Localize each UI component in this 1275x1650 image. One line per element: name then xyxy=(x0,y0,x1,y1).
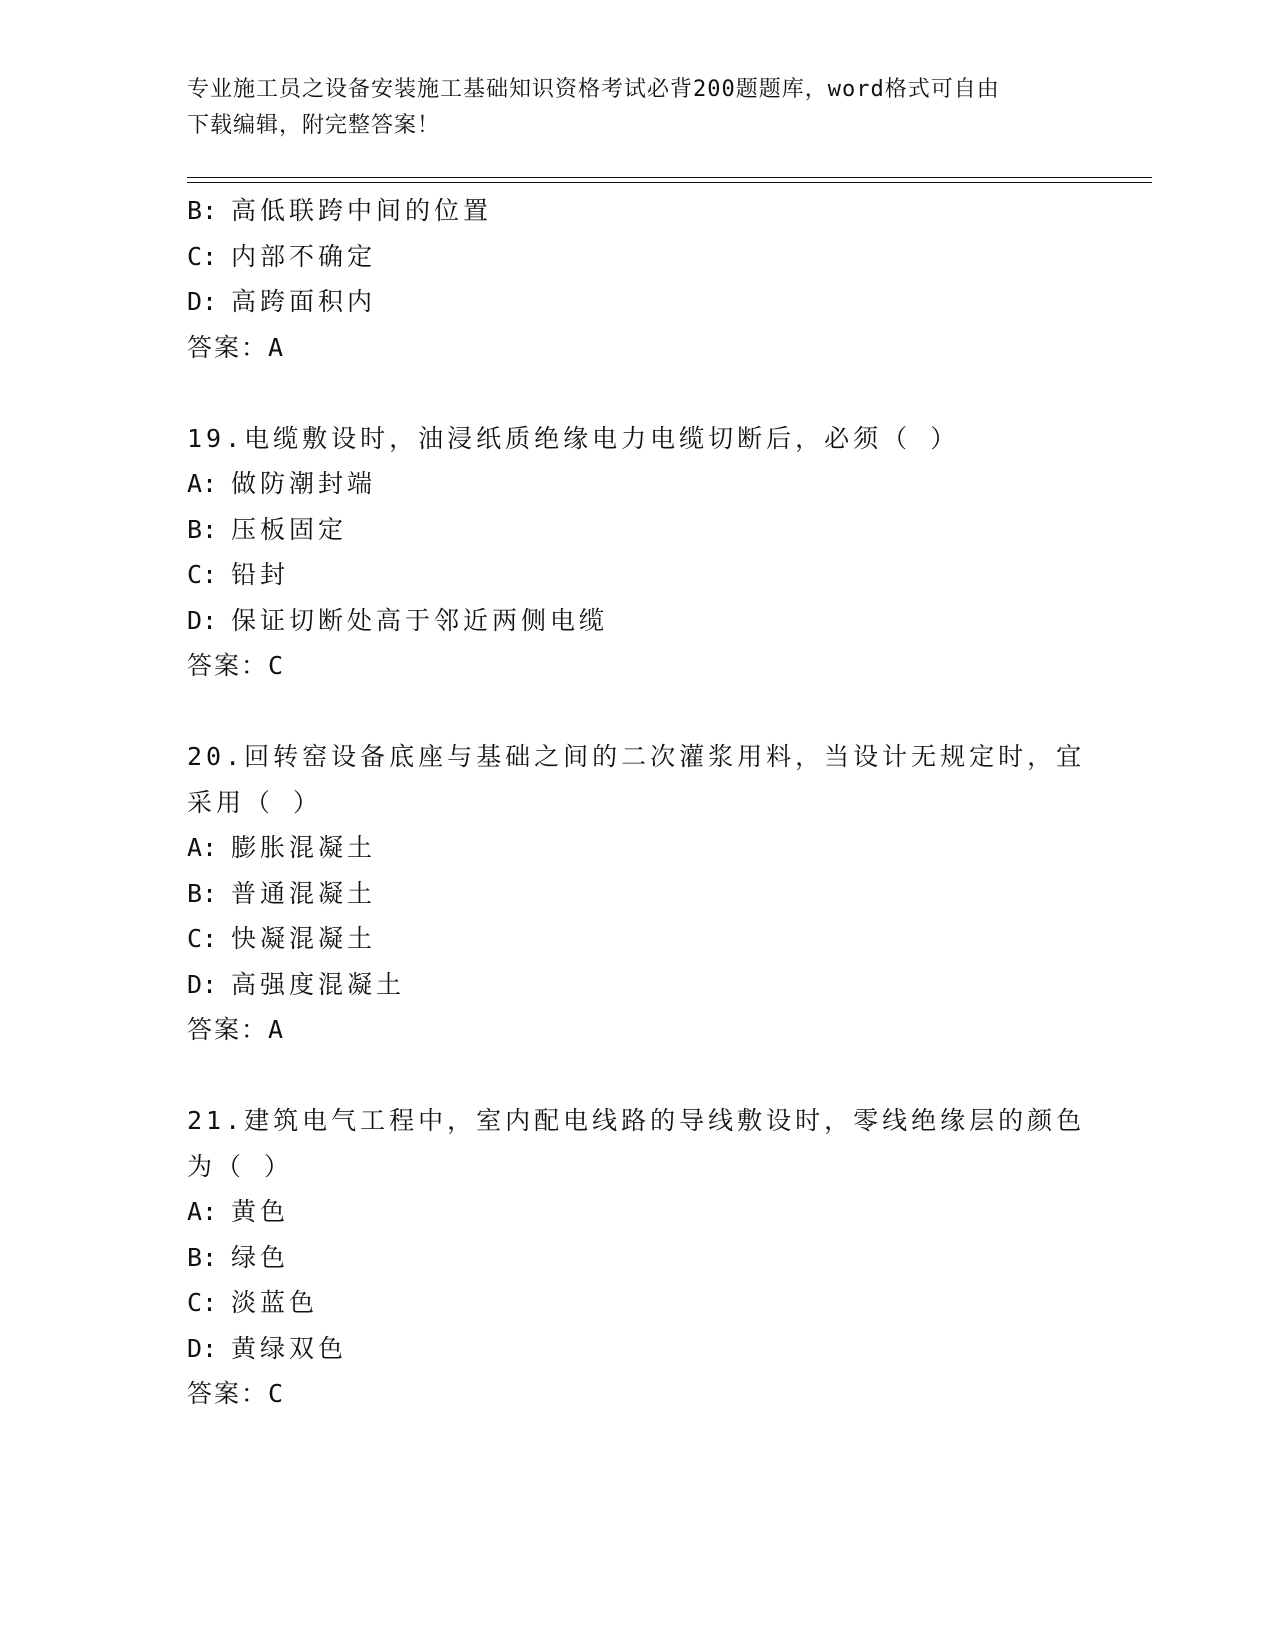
option-text: 膨胀混凝土 xyxy=(231,833,377,862)
option-text: 绿色 xyxy=(231,1242,290,1272)
spacer xyxy=(187,1053,1087,1099)
option-text: 普通混凝土 xyxy=(231,878,377,908)
question-text: 19.电缆敷设时，油浸纸质绝缘电力电缆切断后，必须（ ） xyxy=(187,423,960,453)
option-row xyxy=(187,234,1087,280)
option-row xyxy=(187,507,1087,553)
question-text-continued: 为（ ） xyxy=(187,1151,294,1181)
option-text: 高强度混凝土 xyxy=(231,969,406,999)
option-row xyxy=(187,871,1087,917)
option-text: 黄绿双色 xyxy=(231,1333,348,1363)
option-text: 铅封 xyxy=(231,560,290,589)
answer-line: 答案：C xyxy=(187,651,286,680)
question-content xyxy=(187,188,1087,1417)
option-text: 高低联跨中间的位置 xyxy=(231,196,493,225)
prev-question-block xyxy=(187,188,1087,370)
option-letter: A: xyxy=(187,469,218,498)
option-text: 快凝混凝土 xyxy=(231,924,377,953)
option-row xyxy=(187,1235,1087,1281)
option-row xyxy=(187,461,1087,507)
question-text: 20.回转窑设备底座与基础之间的二次灌浆用料，当设计无规定时，宜 xyxy=(187,742,1086,771)
option-row xyxy=(187,962,1087,1008)
option-letter: C: xyxy=(187,924,218,953)
option-letter: D: xyxy=(187,1333,218,1363)
option-letter: C: xyxy=(187,560,218,589)
option-letter: B: xyxy=(187,878,218,908)
option-row xyxy=(187,1326,1087,1372)
header-line-1: 专业施工员之设备安装施工基础知识资格考试必背200题题库，word格式可自由 xyxy=(187,77,1000,102)
option-row xyxy=(187,552,1087,598)
option-row xyxy=(187,916,1087,962)
option-row xyxy=(187,1280,1087,1326)
answer-line: 答案：C xyxy=(187,1379,286,1408)
spacer xyxy=(187,689,1087,735)
option-row xyxy=(187,825,1087,871)
option-letter: C: xyxy=(187,1288,218,1317)
option-row xyxy=(187,1189,1087,1235)
header-rule-bottom xyxy=(187,182,1152,183)
option-text: 淡蓝色 xyxy=(231,1288,319,1317)
option-letter: C: xyxy=(187,241,218,271)
question-21-block xyxy=(187,1098,1087,1417)
option-letter: A: xyxy=(187,833,218,862)
option-letter: B: xyxy=(187,1242,218,1272)
option-text: 做防潮封端 xyxy=(231,469,377,498)
option-letter: A: xyxy=(187,1197,218,1226)
option-row xyxy=(187,188,1087,234)
question-text-continued: 采用（ ） xyxy=(187,787,323,817)
question-text: 21.建筑电气工程中，室内配电线路的导线敷设时，零线绝缘层的颜色 xyxy=(187,1106,1086,1135)
option-text: 高跨面积内 xyxy=(231,287,377,316)
question-19-block xyxy=(187,416,1087,689)
option-letter: D: xyxy=(187,605,218,635)
option-row xyxy=(187,598,1087,644)
header-rule-top xyxy=(187,177,1152,178)
option-text: 黄色 xyxy=(231,1197,290,1226)
question-20-block xyxy=(187,734,1087,1053)
option-letter: D: xyxy=(187,287,218,316)
option-letter: B: xyxy=(187,196,218,225)
header-line-2: 下载编辑，附完整答案！ xyxy=(187,113,441,138)
option-text: 内部不确定 xyxy=(231,241,377,271)
option-text: 压板固定 xyxy=(231,514,348,544)
option-text: 保证切断处高于邻近两侧电缆 xyxy=(231,605,609,635)
option-letter: B: xyxy=(187,514,218,544)
answer-line: 答案：A xyxy=(187,1015,286,1044)
answer-line: 答案：A xyxy=(187,332,286,362)
option-letter: D: xyxy=(187,969,218,999)
page-header xyxy=(187,72,1067,144)
option-row xyxy=(187,279,1087,325)
spacer xyxy=(187,370,1087,416)
